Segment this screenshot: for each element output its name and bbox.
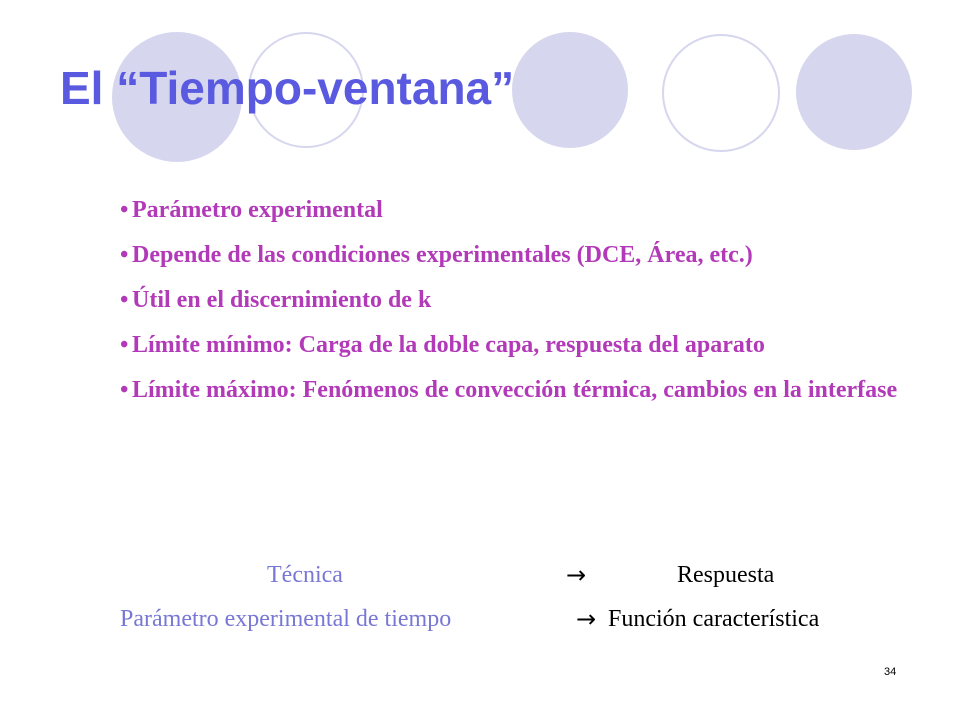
bullet-text: Parámetro experimental [132, 197, 383, 223]
bullet-dot: • [120, 332, 129, 358]
bullet-list [120, 195, 910, 420]
bullet-item [120, 240, 910, 271]
bullet-text: Límite máximo: Fenómenos de convección térmica, cambios en la interfase [132, 377, 898, 403]
relation-row2-right: Función característica [608, 606, 820, 632]
bullet-item [120, 375, 910, 406]
bullet-item [120, 285, 910, 316]
bullet-item [120, 330, 910, 361]
arrow-icon: → [576, 605, 597, 633]
bullet-text: Límite mínimo: Carga de la doble capa, respuesta del aparato [132, 332, 765, 358]
page-number: 34 [884, 666, 897, 678]
bullet-item [120, 195, 910, 226]
bullet-text: Útil en el discernimiento de k [132, 287, 432, 313]
decorative-circle [512, 32, 628, 148]
bullet-text: Depende de las condiciones experimentales (DCE, Área, etc.) [132, 242, 753, 268]
relation-row1-left: Técnica [267, 562, 343, 588]
bullet-dot: • [120, 287, 129, 313]
slide-title: El “Tiempo-ventana” [60, 62, 515, 114]
decorative-circle [796, 34, 912, 150]
bullet-dot: • [120, 377, 129, 403]
bullet-dot: • [120, 242, 129, 268]
relation-row2-left: Parámetro experimental de tiempo [120, 606, 452, 632]
arrow-icon: → [566, 561, 587, 589]
decorative-ring [662, 34, 780, 152]
bullet-dot: • [120, 197, 129, 223]
relation-row1-right: Respuesta [677, 562, 775, 588]
